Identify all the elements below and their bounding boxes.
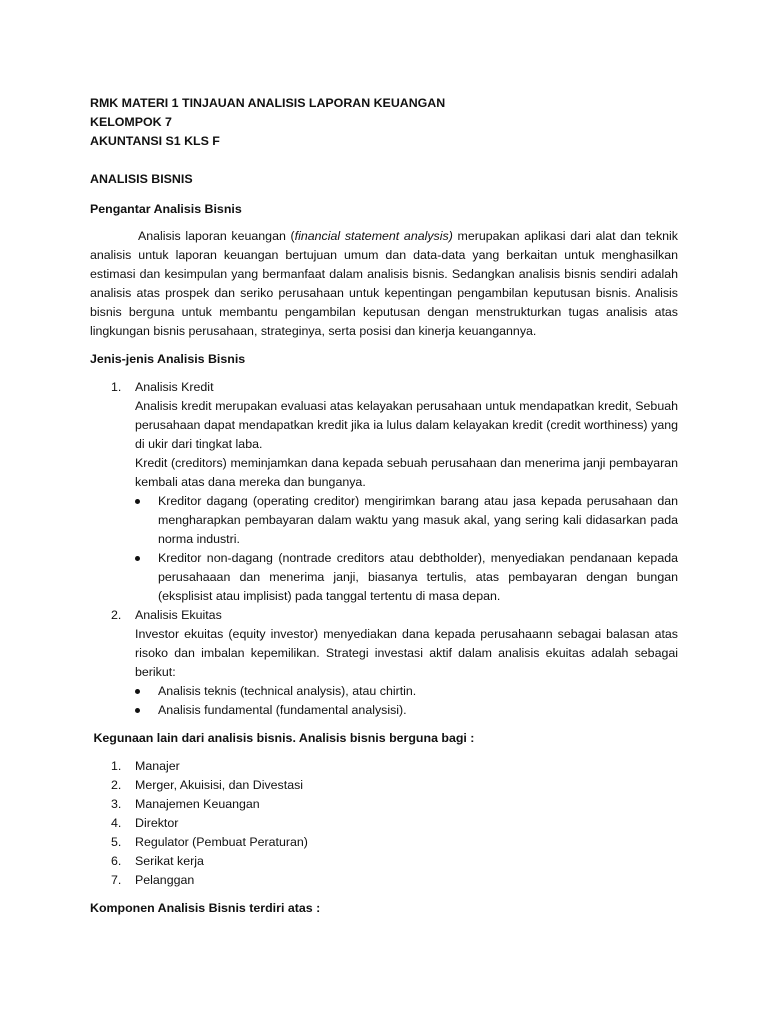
bullet-icon — [135, 689, 140, 694]
list-item-label: Pelanggan — [135, 873, 195, 887]
list-number: 1. — [111, 759, 122, 773]
list-item — [90, 871, 678, 890]
list-number: 2. — [111, 778, 122, 792]
item-paragraph: Analisis kredit merupakan evaluasi atas kelayakan perusahaan untuk mendapatkan kredit, Sebuah perusahaan dapat mendapatkan kredit jika ia lulus dalam kelayakan kredit (credit worthiness) yang di ukir dari tingkat laba. — [135, 399, 678, 451]
bullet-item — [135, 492, 678, 549]
item-title: Analisis Kredit — [135, 380, 214, 394]
komponen-heading: Komponen Analisis Bisnis terdiri atas : — [90, 901, 321, 915]
list-item-label: Manajer — [135, 759, 180, 773]
item-title: Analisis Ekuitas — [135, 608, 222, 622]
jenis-list — [90, 378, 678, 720]
bullet-text: Analisis teknis (technical analysis), atau chirtin. — [158, 684, 417, 698]
list-number: 1. — [111, 380, 122, 394]
intro-heading: Pengantar Analisis Bisnis — [90, 202, 242, 216]
intro-text-italic: financial statement analysis) — [294, 229, 453, 243]
bullet-text: Kreditor non-dagang (nontrade creditors atau debtholder), menyediakan pendanaan kepada perusahaaan dan menerima janji, biasanya tertulis, atas pembayaran dengan bungan (eksplisist atau implisist) pada tanggal tertentu di masa depan. — [158, 551, 678, 603]
list-item-label: Merger, Akuisisi, dan Divestasi — [135, 778, 304, 792]
bullet-item — [135, 549, 678, 606]
list-number: 4. — [111, 816, 122, 830]
list-number: 7. — [111, 873, 122, 887]
header-line-1: RMK MATERI 1 TINJAUAN ANALISIS LAPORAN KEUANGAN — [90, 96, 446, 110]
list-item-analisis-kredit — [90, 378, 678, 606]
jenis-heading: Jenis-jenis Analisis Bisnis — [90, 352, 246, 366]
bullet-icon — [135, 556, 140, 561]
list-item — [90, 757, 678, 776]
kegunaan-heading: Kegunaan lain dari analisis bisnis. Analisis bisnis berguna bagi : — [90, 731, 475, 745]
list-item-label: Serikat kerja — [135, 854, 204, 868]
list-item — [90, 814, 678, 833]
bullet-item — [135, 682, 678, 701]
item-paragraph: Investor ekuitas (equity investor) menyediakan dana kepada perusahaann sebagai balasan atas risoko dan imbalan kepemilikan. Strategi investasi aktif dalam analisis ekuitas adalah sebagai berikut: — [135, 627, 678, 679]
header-line-2: KELOMPOK 7 — [90, 115, 172, 129]
bullet-item — [135, 701, 678, 720]
bullet-text: Analisis fundamental (fundamental analysisi). — [158, 703, 407, 717]
list-item-label: Manajemen Keuangan — [135, 797, 260, 811]
intro-text-after: merupakan aplikasi dari alat dan teknik analisis untuk laporan keuangan bertujuan umum dan data-data yang berkaitan untuk menghasilkan estimasi dan kesimpulan yang bermanfaat dalam analisis bisnis. Sedangkan analisis bisnis sendiri adalah analisis atas prospek dan seriko perusahaan untuk kepentingan pengambilan keputusan bisnis. Analisis bisnis berguna untuk membantu pengambilan keputusan dengan menstrukturkan tugas analisis atas lingkungan bisnis perusahaan, strateginya, serta posisi dan kinerja keuangannya. — [90, 229, 678, 338]
document-body — [90, 94, 678, 918]
bullet-list — [135, 682, 678, 720]
list-item — [90, 776, 678, 795]
list-item — [90, 795, 678, 814]
list-item — [90, 833, 678, 852]
list-number: 6. — [111, 854, 122, 868]
bullet-text: Kreditor dagang (operating creditor) mengirimkan barang atau jasa kepada perusahaan dan mengharapkan pembayaran dalam waktu yang masuk akal, yang sering kali didasarkan pada norma industri. — [158, 494, 678, 546]
list-number: 5. — [111, 835, 122, 849]
section-title: ANALISIS BISNIS — [90, 172, 193, 186]
bullet-list — [135, 492, 678, 606]
intro-text-before: Analisis laporan keuangan ( — [138, 229, 295, 243]
bullet-icon — [135, 708, 140, 713]
list-item-analisis-ekuitas — [90, 606, 678, 720]
list-number: 2. — [111, 608, 122, 622]
intro-paragraph — [90, 227, 678, 341]
item-paragraph: Kredit (creditors) meminjamkan dana kepada sebuah perusahaan dan menerima janji pembayaran kembali atas dana mereka dan bunganya. — [135, 456, 678, 489]
list-number: 3. — [111, 797, 122, 811]
bullet-icon — [135, 499, 140, 504]
header-line-3: AKUNTANSI S1 KLS F — [90, 134, 220, 148]
list-item-label: Regulator (Pembuat Peraturan) — [135, 835, 308, 849]
document-header — [90, 94, 678, 151]
kegunaan-list — [90, 757, 678, 890]
list-item — [90, 852, 678, 871]
list-item-label: Direktor — [135, 816, 179, 830]
